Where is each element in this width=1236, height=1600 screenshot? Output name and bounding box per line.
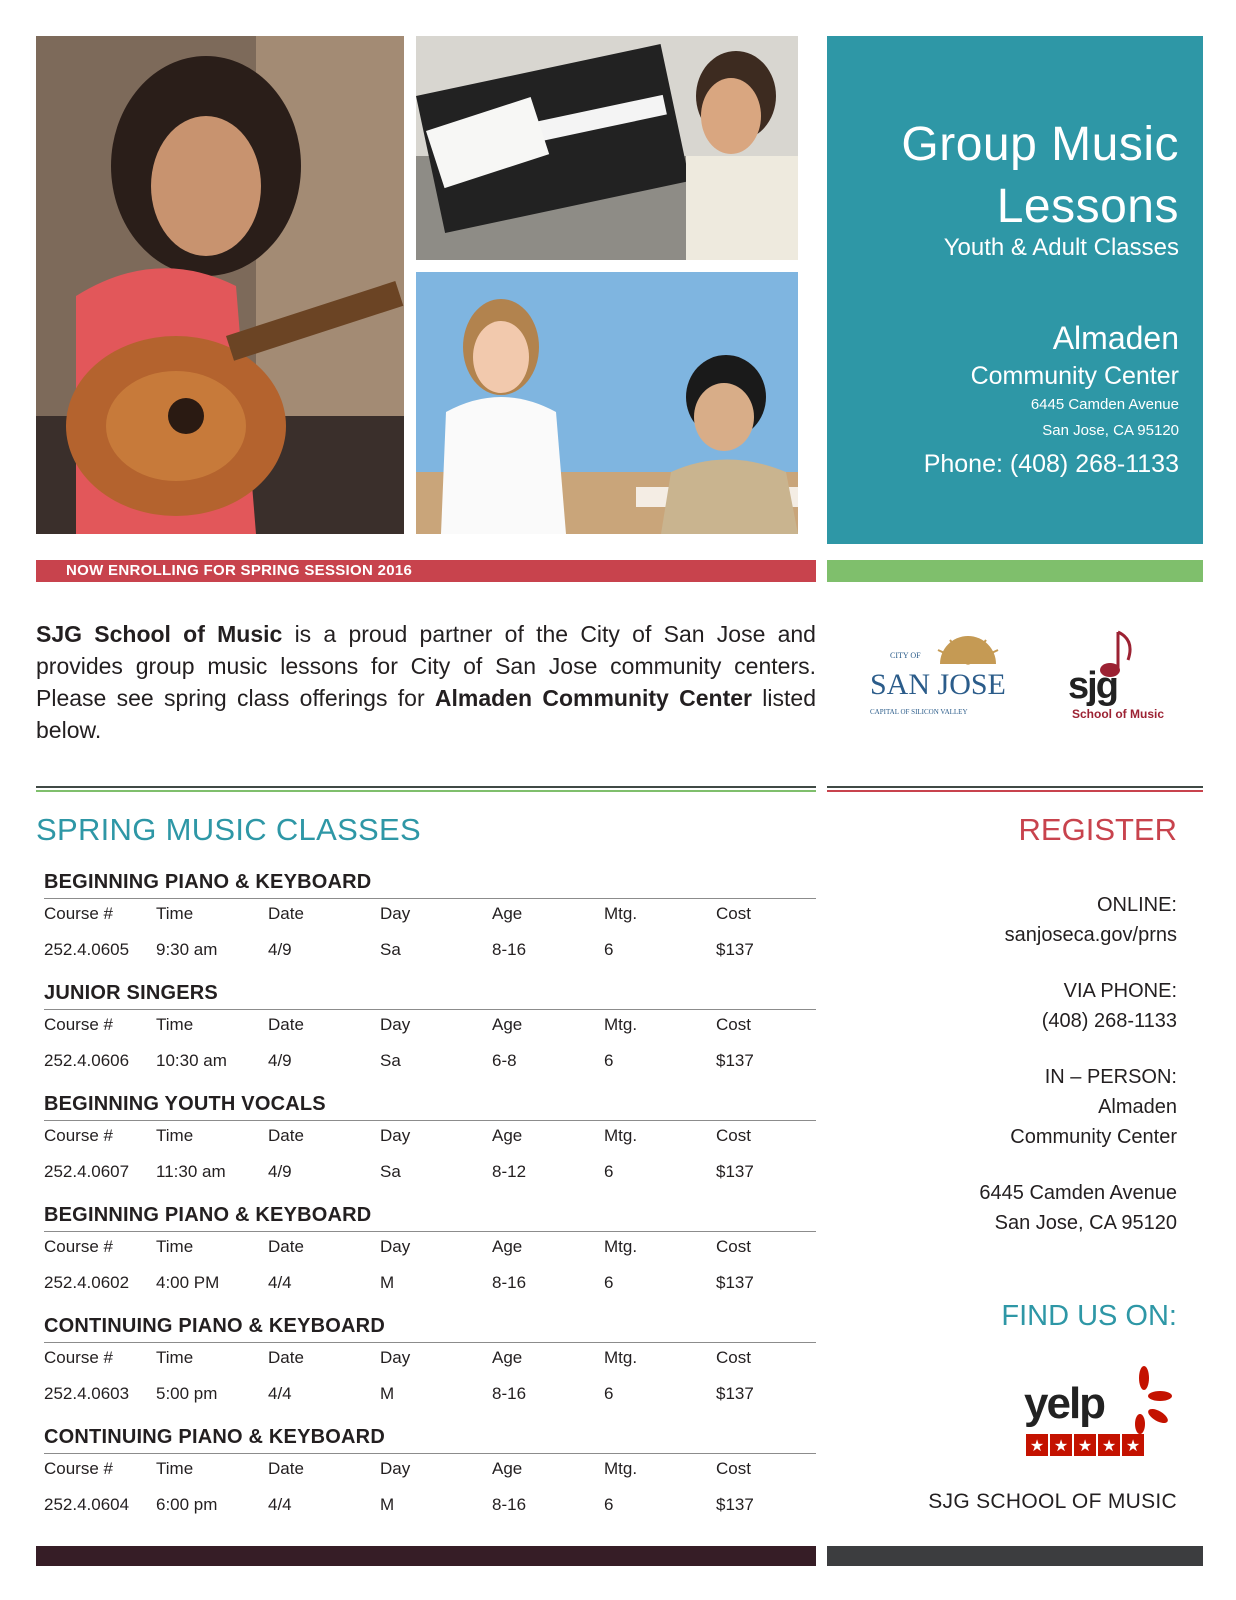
class-mtg: 6 [604, 1273, 614, 1292]
yelp-logo[interactable] [1024, 1360, 1174, 1460]
class-header-cell: Cost [716, 1237, 751, 1256]
class-header-cell: Cost [716, 1459, 751, 1478]
class-cost: $137 [716, 940, 754, 959]
logo-city-tagline: CAPITAL OF SILICON VALLEY [870, 708, 968, 716]
yelp-star-icon: ★ [1125, 1438, 1141, 1455]
class-header-cell: Day [380, 1459, 411, 1478]
class-header-cell: Mtg. [604, 1348, 638, 1367]
divider-right-accent [827, 790, 1203, 792]
yelp-rating-stars [1026, 1434, 1144, 1456]
class-header-cell: Course # [44, 1348, 113, 1367]
class-header-cell: Age [492, 1348, 523, 1367]
class-time: 11:30 am [156, 1162, 226, 1181]
register-address-line1: 6445 Camden Avenue [979, 1182, 1177, 1204]
class-course: 252.4.0602 [44, 1273, 130, 1292]
class-header-cell: Date [268, 1015, 304, 1034]
class-date: 4/9 [268, 940, 292, 959]
class-header-cell: Date [268, 1459, 304, 1478]
class-header-cell: Day [380, 1348, 411, 1367]
hero-title: Group Music Lessons [901, 118, 1179, 233]
classes-list [44, 868, 816, 1534]
class-name: BEGINNING PIANO & KEYBOARD [44, 1204, 372, 1226]
class-header-cell: Course # [44, 1237, 113, 1256]
class-block [44, 1090, 816, 1201]
divider-left [36, 786, 816, 788]
class-age: 8-16 [492, 940, 527, 959]
class-header-cell: Age [492, 1015, 523, 1034]
class-name: JUNIOR SINGERS [44, 982, 218, 1004]
class-header-cell: Cost [716, 1126, 751, 1145]
footer-bar-right [827, 1546, 1203, 1566]
class-header-cell: Mtg. [604, 1459, 638, 1478]
class-header-cell: Mtg. [604, 1126, 638, 1145]
class-course: 252.4.0605 [44, 940, 130, 959]
class-age: 8-12 [492, 1162, 527, 1181]
class-block [44, 868, 816, 979]
class-day: M [380, 1495, 395, 1514]
class-course: 252.4.0606 [44, 1051, 130, 1070]
class-course: 252.4.0607 [44, 1162, 130, 1181]
class-header-cell: Cost [716, 904, 751, 923]
divider-right [827, 786, 1203, 788]
class-cost: $137 [716, 1273, 754, 1292]
class-date: 4/4 [268, 1495, 292, 1514]
class-header-cell: Course # [44, 904, 113, 923]
class-header-cell: Age [492, 1126, 523, 1145]
class-rule [44, 1120, 816, 1121]
class-mtg: 6 [604, 1051, 614, 1070]
yelp-star-icon: ★ [1029, 1438, 1045, 1455]
divider-left-accent [36, 790, 816, 792]
logo-city-name: SAN JOSE [870, 668, 1006, 701]
register-online-label: ONLINE: [1096, 894, 1177, 916]
class-day: M [380, 1384, 395, 1403]
class-rule [44, 1342, 816, 1343]
yelp-burst-icon [1135, 1366, 1172, 1434]
class-course: 252.4.0603 [44, 1384, 130, 1403]
photo-girl-guitar [36, 36, 404, 534]
find-us-title: FIND US ON: [1001, 1300, 1177, 1332]
class-mtg: 6 [604, 1495, 614, 1514]
register-info [827, 890, 1177, 1264]
footer-bar-left [36, 1546, 816, 1566]
intro-center: Almaden Community Center [434, 685, 752, 711]
class-header-cell: Course # [44, 1459, 113, 1478]
class-header-cell: Time [156, 1459, 194, 1478]
class-header-cell: Day [380, 1015, 411, 1034]
class-header-cell: Age [492, 1237, 523, 1256]
class-header-cell: Day [380, 1237, 411, 1256]
register-phone-label: VIA PHONE: [1063, 980, 1177, 1002]
register-person-line1: Almaden [1098, 1096, 1177, 1118]
class-time: 10:30 am [156, 1051, 227, 1070]
class-header-cell: Time [156, 904, 194, 923]
yelp-wordmark: yelp [1024, 1379, 1105, 1428]
class-header-cell: Age [492, 1459, 523, 1478]
register-phone[interactable]: (408) 268-1133 [1041, 1010, 1177, 1032]
class-header-cell: Age [492, 904, 523, 923]
logo-school-name: School of Music [1072, 707, 1165, 721]
class-header-cell: Date [268, 1237, 304, 1256]
class-header-cell: Date [268, 1348, 304, 1367]
class-time: 5:00 pm [156, 1384, 218, 1403]
class-cost: $137 [716, 1051, 754, 1070]
yelp-star-icon: ★ [1053, 1438, 1069, 1455]
class-header-cell: Date [268, 904, 304, 923]
class-header-cell: Time [156, 1015, 194, 1034]
class-header-cell: Date [268, 1126, 304, 1145]
class-header-cell: Course # [44, 1126, 113, 1145]
class-header-cell: Mtg. [604, 904, 638, 923]
class-date: 4/9 [268, 1162, 292, 1181]
class-block [44, 1423, 816, 1534]
class-name: BEGINNING PIANO & KEYBOARD [44, 871, 372, 893]
hero-address-line1: 6445 Camden Avenue [1030, 396, 1179, 413]
hero-address-line2: San Jose, CA 95120 [1042, 422, 1179, 439]
register-address-line2: San Jose, CA 95120 [994, 1212, 1177, 1234]
class-header-cell: Time [156, 1126, 194, 1145]
accent-bar [827, 560, 1203, 582]
hero-location: Almaden [1052, 320, 1179, 356]
class-header-cell: Mtg. [604, 1237, 638, 1256]
enrollment-banner: NOW ENROLLING FOR SPRING SESSION 2016 [36, 560, 816, 582]
register-person-line2: Community Center [1010, 1126, 1177, 1148]
class-course: 252.4.0604 [44, 1495, 130, 1514]
class-name: BEGINNING YOUTH VOCALS [44, 1093, 326, 1115]
class-age: 8-16 [492, 1273, 527, 1292]
class-age: 8-16 [492, 1384, 527, 1403]
register-online-url[interactable]: sanjoseca.gov/prns [1004, 924, 1177, 946]
hero-subtitle: Youth & Adult Classes [943, 234, 1179, 261]
city-of-san-jose-logo [870, 636, 1030, 726]
class-day: Sa [380, 1051, 401, 1070]
class-mtg: 6 [604, 940, 614, 959]
sjg-school-logo [1060, 620, 1185, 730]
class-rule [44, 898, 816, 899]
class-block [44, 1312, 816, 1423]
class-rule [44, 1453, 816, 1454]
register-person-label: IN – PERSON: [1044, 1066, 1177, 1088]
class-age: 8-16 [492, 1495, 527, 1514]
class-header-cell: Mtg. [604, 1015, 638, 1034]
intro-paragraph [36, 618, 816, 746]
class-date: 4/4 [268, 1384, 292, 1403]
class-name: CONTINUING PIANO & KEYBOARD [44, 1315, 385, 1337]
class-cost: $137 [716, 1162, 754, 1181]
class-cost: $137 [716, 1495, 754, 1514]
class-day: M [380, 1273, 395, 1292]
class-mtg: 6 [604, 1162, 614, 1181]
logo-city-small: CITY OF [890, 651, 921, 660]
class-header-cell: Day [380, 1126, 411, 1145]
class-date: 4/4 [268, 1273, 292, 1292]
hero-panel [827, 36, 1203, 544]
hero-phone: Phone: (408) 268-1133 [923, 450, 1179, 478]
hero-location-sub: Community Center [970, 362, 1179, 390]
class-name: CONTINUING PIANO & KEYBOARD [44, 1426, 385, 1448]
class-time: 6:00 pm [156, 1495, 218, 1514]
class-header-cell: Cost [716, 1015, 751, 1034]
school-name-footer: SJG SCHOOL OF MUSIC [928, 1490, 1177, 1513]
class-time: 4:00 PM [156, 1273, 220, 1292]
class-header-cell: Day [380, 904, 411, 923]
register-title: REGISTER [1018, 812, 1177, 847]
class-age: 6-8 [492, 1051, 517, 1070]
class-block [44, 1201, 816, 1312]
class-day: Sa [380, 940, 401, 959]
class-header-cell: Course # [44, 1015, 113, 1034]
classes-section-title: SPRING MUSIC CLASSES [36, 812, 421, 847]
class-mtg: 6 [604, 1384, 614, 1403]
logo-sjg-mark: sjg [1068, 665, 1117, 707]
class-header-cell: Cost [716, 1348, 751, 1367]
class-block [44, 979, 816, 1090]
intro-org: SJG School of Music [36, 621, 283, 647]
class-header-cell: Time [156, 1237, 194, 1256]
class-date: 4/9 [268, 1051, 292, 1070]
class-header-cell: Time [156, 1348, 194, 1367]
class-rule [44, 1231, 816, 1232]
photo-boy-keyboard [416, 36, 798, 260]
class-rule [44, 1009, 816, 1010]
yelp-star-icon: ★ [1101, 1438, 1117, 1455]
photo-children-singing [416, 272, 798, 534]
yelp-star-icon: ★ [1077, 1438, 1093, 1455]
class-time: 9:30 am [156, 940, 218, 959]
intro-text-a: is a proud partner of the City of San Jose and provides group music lessons for City of San Jose community centers. Please see spring class offerings for [36, 621, 816, 711]
intro-text-b: listed below. [36, 685, 816, 743]
class-cost: $137 [716, 1384, 754, 1403]
class-day: Sa [380, 1162, 401, 1181]
